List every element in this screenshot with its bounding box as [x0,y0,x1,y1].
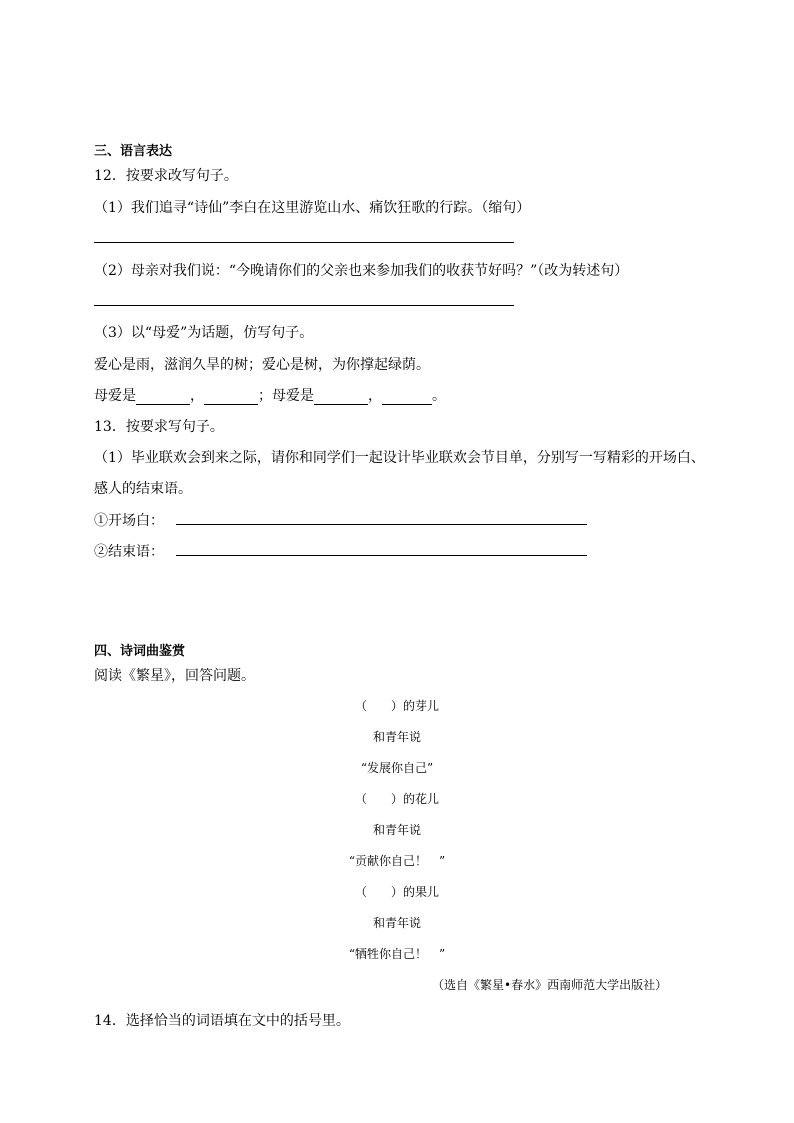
example-sentence: 爱心是雨，滋润久旱的树；爱心是树，为你撑起绿荫。 [94,357,430,373]
question-12-part-1: （1）我们追寻“诗仙”李白在这里游览山水、痛饮狂歌的行踪。（缩句） [94,200,531,216]
poem-line: “贡献你自己！ ” [348,854,446,868]
fill-blank[interactable] [314,390,368,405]
imitation-fill-row [94,385,446,405]
closing-answer-line[interactable] [176,555,587,556]
question-12-part-3: （3）以“母爱”为话题，仿写句子。 [94,325,314,341]
section-heading: 三、语言表达 [94,144,173,159]
poem-line: 和青年说 [372,823,421,837]
question-13-title: 13．按要求写句子。 [94,419,224,435]
fill-blank[interactable] [382,390,432,405]
fill-prefix-a: 母爱是 [94,388,136,404]
fill-blank[interactable] [136,390,190,405]
question-12-part-2: （2）母亲对我们说：“今晚请你们的父亲也来参加我们的收获节好吗？”（改为转述句） [94,263,629,279]
poem-line: 和青年说 [372,916,421,930]
question-14: 14．选择恰当的词语填在文中的括号里。 [94,1013,350,1029]
period: 。 [432,388,446,404]
comma: ， [368,388,382,404]
fill-prefix-b: 母爱是 [272,388,314,404]
poem-line: （ ）的花儿 [354,792,439,806]
semicolon: ； [258,388,272,404]
comma: ， [190,388,204,404]
closing-label: ②结束语： [94,544,164,560]
poem-line: （ ）的芽儿 [354,699,439,713]
poem-line: “牺牲你自己！ ” [348,947,446,961]
poem-line: （ ）的果儿 [354,885,439,899]
question-13-part-1-line-2: 感人的结束语。 [94,481,192,497]
poem-line: “发展你自己” [360,761,434,775]
question-13-part-1-line-1: （1）毕业联欢会到来之际，请你和同学们一起设计毕业联欢会节目单，分别写一写精彩的开场白、 [94,450,705,466]
answer-line[interactable] [94,305,514,306]
question-12-title: 12．按要求改写句子。 [94,168,238,184]
reading-intro: 阅读《繁星》，回答问题。 [94,668,255,684]
poem-source: （选自《繁星•春水》西南师范大学出版社） [432,978,668,992]
answer-line[interactable] [94,242,514,243]
section-heading: 四、诗词曲鉴赏 [94,644,186,659]
poem-line: 和青年说 [372,730,421,744]
opening-label: ①开场白： [94,513,164,529]
fill-blank[interactable] [204,390,258,405]
opening-answer-line[interactable] [176,524,587,525]
